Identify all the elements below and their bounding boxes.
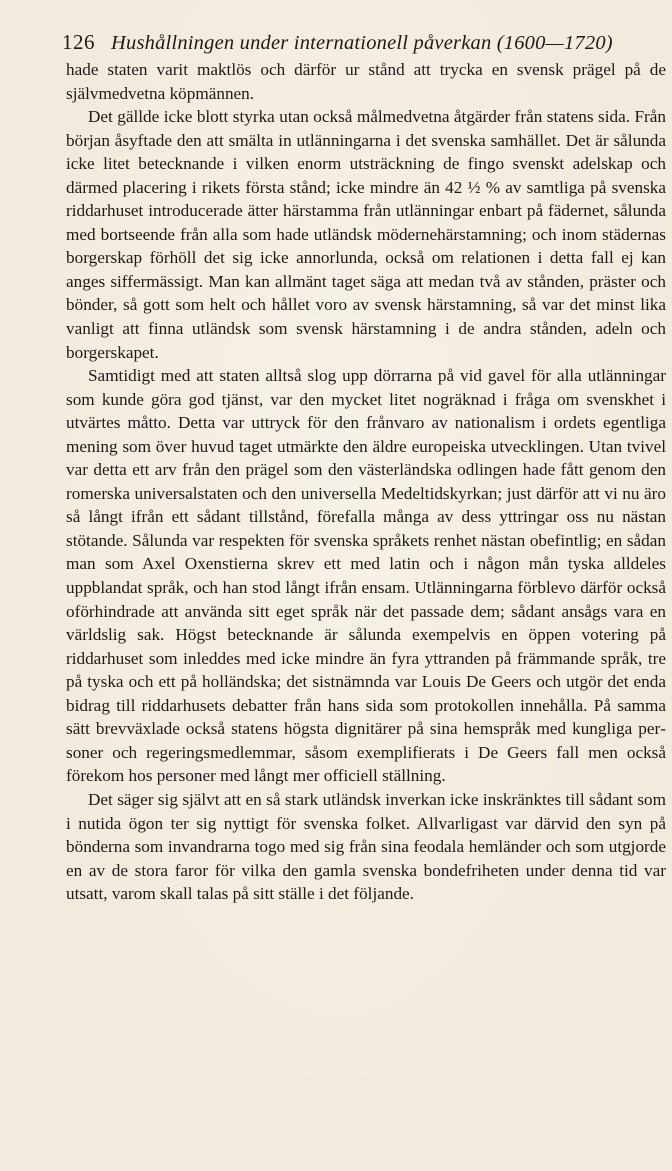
body-text: [66, 58, 666, 906]
running-title: Hushållningen under internationell påverkan (1600—1720): [111, 32, 613, 54]
paragraph-2: Det gällde icke blott styrka utan också målmedvetna åtgärder från statens sida. Från början åsyftade den att smälta in utlänningarna i det svenska samhället. Det är sålunda icke litet betecknande i vilken enorm utsträckning de fingo svenskt adelskap och därmed placering i rikets första stånd; icke mindre än 42 ½ % av samtliga på svenska riddarhuset introducerade ätter härstamma från utlänningar enbart på fädernet, sålunda med bortseende från alla som hade utländsk mödernehärstamning; och inom städernas borgerskap förhöll det sig icke annorlunda, också om relationen i detta fall ej kan anges siffermässigt. Man kan allmänt taget säga att medan två av stånden, präster och bönder, så gott som helt och hållet voro av svensk härstamning, så var det minst lika vanligt att finna utländsk som svensk härstamning i de andra stånden, adeln och borgerskapet.: [66, 107, 666, 362]
paragraph-1: hade staten varit maktlös och därför ur stånd att trycka en svensk prägel på de självmedvetna köpmännen.: [66, 60, 666, 103]
paragraph-3: Samtidigt med att staten alltså slog upp dörrarna på vid gavel för alla utlänningar som kunde göra god tjänst, var den mycket litet nogräknad i fråga om svenskhet i utvärtes måtto. Detta var uttryck för den frånvaro av nationalism i ordets egentliga mening som över huvud taget utmärkte den äldre europeiska utvecklingen. Utan tvivel var detta ett arv från den prägel som den västerländska odlingen hade fått genom den romerska universalstaten och den universella Medeltidskyrkan; just därför att vi nu äro så långt ifrån ett sådant tillstånd, förefalla många av dess yttringar oss nu nästan stötande. Sålunda var respekten för svenska språkets renhet nästan obefintlig; en sådan man som Axel Oxenstierna skrev ett med latin och i någon mån tyska alldeles uppblandat språk, och han stod långt ifrån ensam. Utlänningarna förblevo därför också oförhindrade att använda sitt eget språk när det passade dem; sådant ansågs vara en världslig sak. Högst betecknande är sålunda exempelvis en öppen votering på riddarhuset som inleddes med icke mindre än fyra yttranden på främmande språk, tre på tyska och ett på holländska; det sistnämnda var Louis De Geers och utgör det enda bidrag till riddarhusets debatter från hans sida som protokollen innehålla. På samma sätt brevväxlade också statens högsta dignitärer på sina hemspråk med kungliga personer och regeringsmedlemmar, såsom exemplifierats i De Geers fall men också förekom hos personer med långt mer officiell ställning.: [66, 366, 666, 786]
page-number: 126: [62, 30, 95, 54]
paragraph-4: Det säger sig självt att en så stark utländsk inverkan icke inskränktes till sådant som i nutida ögon ter sig nyttigt för svenska folket. Allvarligast var därvid den syn på bönderna som invandrarna togo med sig från sina feodala hemländer och som utgjorde en av de stora faror för vilka den gamla svenska bondefriheten under denna tid var utsatt, varom skall talas på sitt ställe i det följande.: [66, 789, 666, 904]
running-head: [62, 30, 666, 58]
